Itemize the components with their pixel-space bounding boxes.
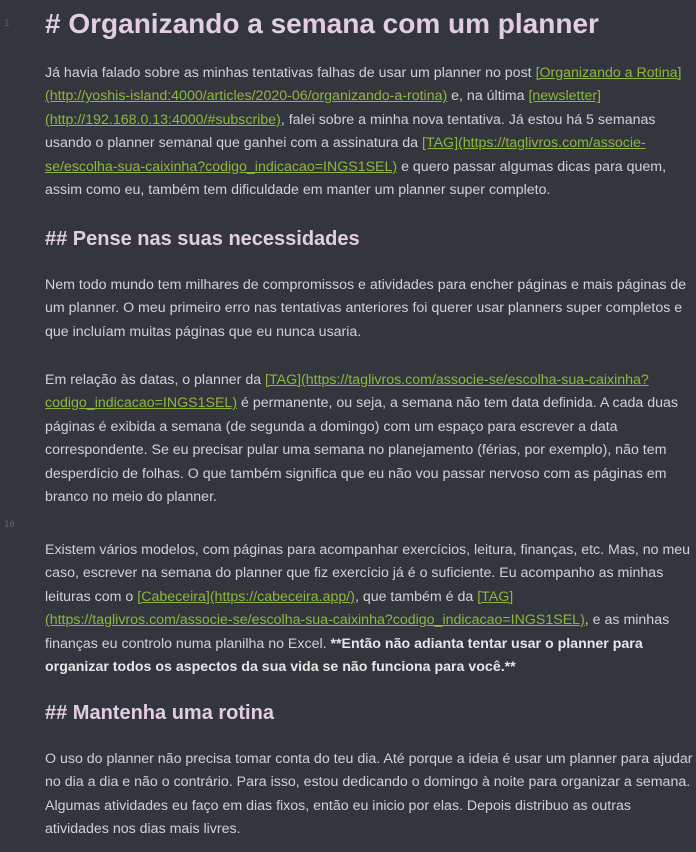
link-tag[interactable]: [TAG] xyxy=(422,135,459,152)
line-number: 1 xyxy=(4,19,10,29)
link-newsletter[interactable]: [newsletter] xyxy=(528,88,601,105)
link-url[interactable]: (https://taglivros.com/associe-se/escolha-sua-caixinha?codigo_indicacao=INGS1SEL) xyxy=(45,372,649,412)
section-heading-necessidades: ## Pense nas suas necessidades xyxy=(45,228,360,250)
link-url[interactable]: (https://taglivros.com/associe-se/escolha-sua-caixinha?codigo_indicacao=INGS1SEL) xyxy=(45,612,585,629)
paragraph-rotina: O uso do planner não precisa tomar conta do teu dia. Até porque a ideia é usar um planner para ajudar no dia a dia e não o contrário. Para isso, estou dedicando o domingo à noite para organizar a semana. Algumas atividades eu faço em dias fixos, então eu inicio por elas. Depois distribuo as outras atividades nos dias mais livres. xyxy=(45,751,693,838)
link-cabeceira[interactable]: [Cabeceira] xyxy=(137,588,210,605)
paragraph-datas: Em relação às datas, o planner da [TAG](https://taglivros.com/associe-se/escolha-sua-caixinha?codigo_indicacao=INGS1SEL) é permanente, ou seja, a semana não tem data definida. A cada duas páginas é exibida a semana (de segunda a domingo) com um espaço para escrever a data correspondente. Se eu precisar pular uma semana no planejamento (férias, por exemplo), não tem desperdício de folhas. O que também significa que eu não vou passar nervoso com as páginas em branco no meio do planner. xyxy=(45,372,678,506)
page-title: # Organizando a semana com um planner xyxy=(45,8,599,39)
paragraph-intro: Já havia falado sobre as minhas tentativas falhas de usar um planner no post [Organizando a Rotina](http://yoshis-island:4000/articles/2020-06/organizando-a-rotina) e, na última [newsletter](http://192.168.0.13:4000/#subscribe), falei sobre a minha nova tentativa. Já estou há 5 semanas usando o planner semanal que ganhei com a assinatura da [TAG](https://taglivros.com/associe-se/escolha-sua-caixinha?codigo_indicacao=INGS1SEL) e quero passar algumas dicas para quem, assim como eu, também tem dificuldade em manter um planner super completo. xyxy=(45,65,682,199)
link-tag[interactable]: [TAG] xyxy=(477,588,514,605)
section-heading-rotina: ## Mantenha uma rotina xyxy=(45,702,274,724)
bold-emphasis: **Então não adianta tentar usar o planner para organizar todos os aspectos da sua vida se não funciona para você.** xyxy=(45,635,643,676)
link-url[interactable]: (http://192.168.0.13:4000/#subscribe) xyxy=(45,111,281,128)
link-url[interactable]: (https://cabeceira.app/) xyxy=(209,588,355,605)
link-tag[interactable]: [TAG] xyxy=(265,372,302,388)
paragraph-necessidades: Nem todo mundo tem milhares de compromissos e atividades para encher páginas e mais páginas de um planner. O meu primeiro erro nas tentativas anteriores foi querer usar planners super completos e que incluíam muitas páginas que eu nunca usaria. xyxy=(45,277,687,340)
line-number: 10 xyxy=(4,520,15,530)
link-organizando-rotina[interactable]: [Organizando a Rotina] xyxy=(535,65,682,81)
link-url[interactable]: (https://taglivros.com/associe-se/escolha-sua-caixinha?codigo_indicacao=INGS1SEL) xyxy=(45,135,646,175)
paragraph-modelos: Existem vários modelos, com páginas para acompanhar exercícios, leitura, finanças, etc. Mas, no meu caso, escrever na semana do planner que fiz exercício já é o suficiente. Eu acompanho as minhas leituras com o [Cabeceira](https://cabeceira.app/), que também é da [TAG](https://taglivros.com/associe-se/escolha-sua-caixinha?codigo_indicacao=INGS1SEL), e as minhas finanças eu controlo numa planilha no Excel. **Então não adianta tentar usar o planner para organizar todos os aspectos da sua vida se não funciona para você.** xyxy=(45,542,691,676)
link-url[interactable]: (http://yoshis-island:4000/articles/2020-06/organizando-a-rotina) xyxy=(45,88,448,105)
